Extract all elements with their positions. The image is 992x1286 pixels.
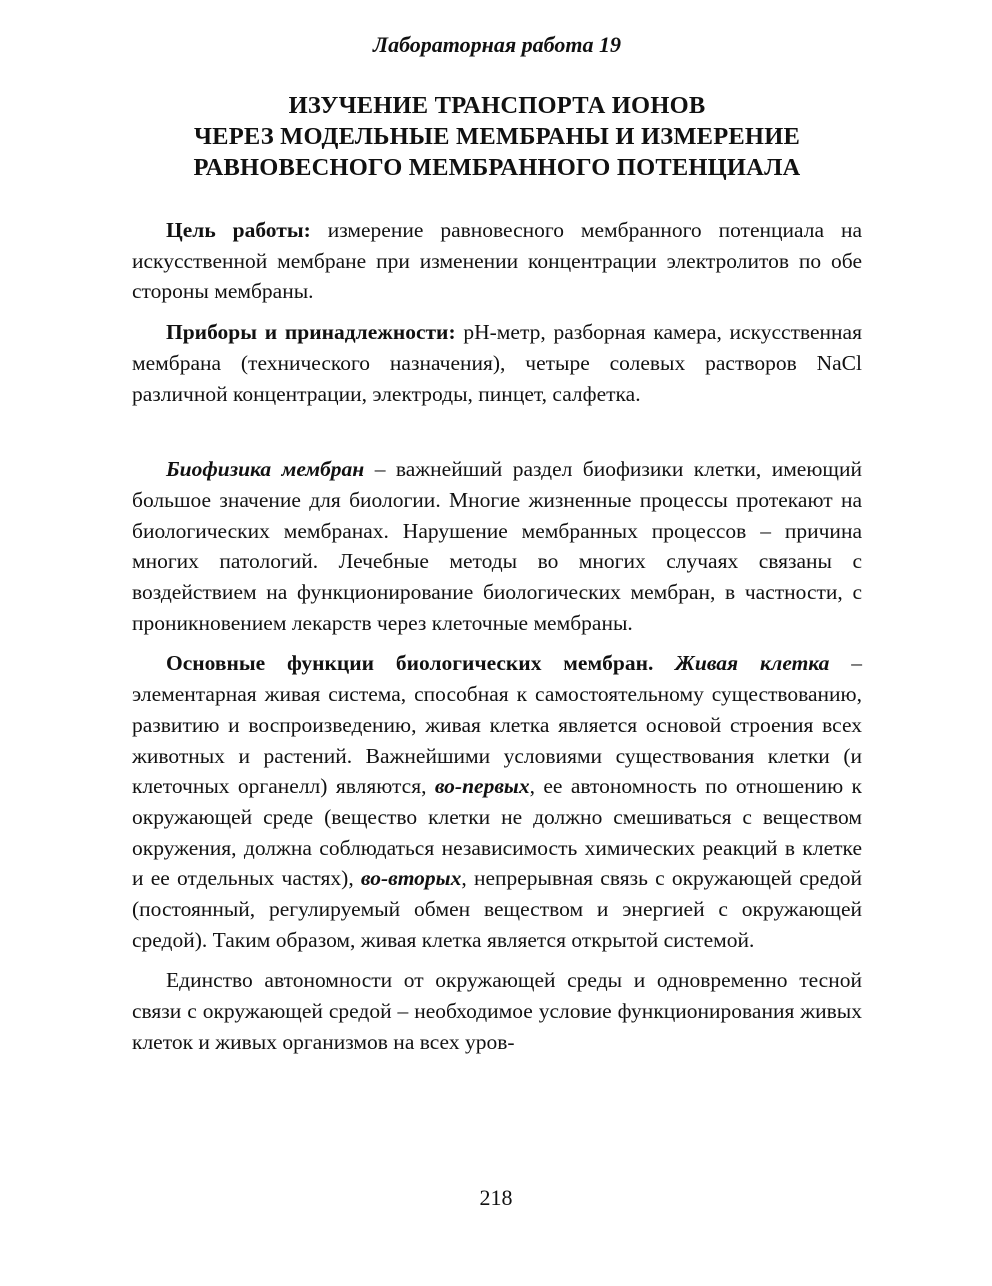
page-number: 218 [479,1185,513,1210]
biophysics-text: – важнейший раздел биофизики клетки, имеющий большое значение для биологии. Многие жизненные процессы протекают на биологических мембранах. Нарушение мембранных процессов – причина многих патологий. Лечебные методы во многих случаях связаны с воздействием на функционирование биологических мембран, в частности, с проникновением лекарств через клеточные мембраны. [132,457,862,635]
biophysics-paragraph [132,454,862,638]
goal-text: измерение равновесного мембранного потенциала на искусственной мембране при изменении концентрации электролитов по обе стороны мембраны. [132,218,862,304]
biophysics-term: Биофизика мембран [166,457,365,482]
functions-text-2: , ее автономность по отношению к окружающей среде (вещество клетки не должно смешиваться с веществом окружения, должна соблюдаться независимость химических реакций в клетке и ее отдельных частях), [132,774,862,891]
main-title [132,90,862,183]
equipment-text: pH-метр, разборная камера, искусственная мембрана (технического назначения), четыре солевых растворов NaCl различной концентрации, электроды, пинцет, салфетка. [132,320,862,406]
functions-text-3: , непрерывная связь с окружающей средой (постоянный, регулируемый обмен веществом и энергией с окружающей средой). Таким образом, живая клетка является открытой системой. [132,866,862,952]
functions-heading: Основные функции биологических мембран. [166,651,654,676]
main-title-line-2: ЧЕРЕЗ МОДЕЛЬНЫЕ МЕМБРАНЫ И ИЗМЕРЕНИЕ [193,123,800,150]
goal-label: Цель работы: [166,218,311,242]
unity-paragraph: Единство автономности от окружающей среды и одновременно тесной связи с окружающей средой – необходимое условие функционирования живых клеток и живых организмов на всех уров- [132,968,862,1054]
functions-text-1: – элементарная живая система, способная к самостоятельному существованию, развитию и воспроизведению, живая клетка является основой строения всех животных и растений. Важнейшими условиями существования клетки (и клеточных органелл) являются, [132,651,862,799]
firstly-term: во-первых [434,774,530,799]
main-title-line-1: ИЗУЧЕНИЕ ТРАНСПОРТА ИОНОВ [288,92,706,119]
living-cell-term: Живая клетка [675,651,830,676]
functions-paragraph [132,648,862,955]
equipment-label: Приборы и принадлежности: [166,320,456,345]
lab-title: Лабораторная работа 19 [373,32,621,57]
secondly-term: во-вторых [360,866,462,891]
page-content [132,30,862,1058]
main-title-line-3: РАВНОВЕСНОГО МЕМБРАННОГО ПОТЕНЦИАЛА [193,154,801,181]
equipment-paragraph [132,317,862,409]
goal-paragraph [132,215,862,307]
